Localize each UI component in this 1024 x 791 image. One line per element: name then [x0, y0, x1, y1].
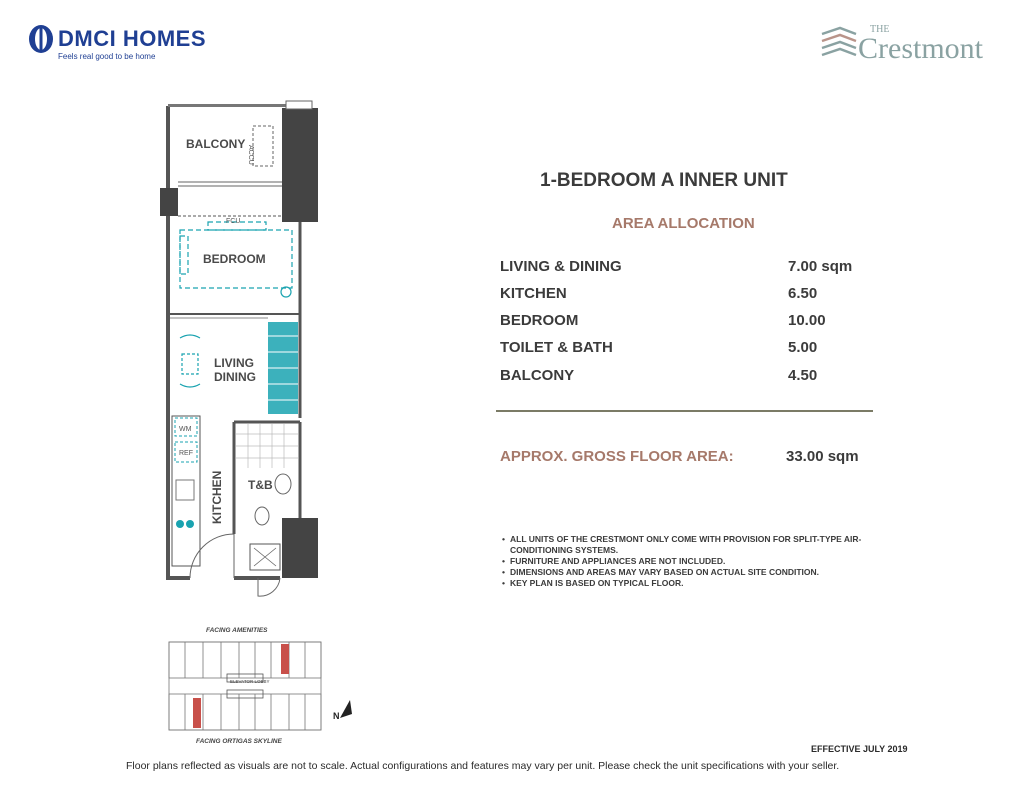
- area-row-value: 7.00 sqm: [788, 258, 853, 275]
- fixture-label-fcu: FCU: [226, 218, 241, 225]
- unit-title: 1-BEDROOM A INNER UNIT: [540, 170, 788, 191]
- project-name: Crestmont: [858, 32, 983, 65]
- area-row-label: BEDROOM: [500, 312, 579, 329]
- column: [282, 108, 318, 222]
- area-row: [500, 312, 880, 334]
- note-item: • DIMENSIONS AND AREAS MAY VARY BASED ON ACTUAL SITE CONDITION.: [502, 567, 922, 578]
- dmci-homes-logo: [28, 24, 218, 64]
- area-row-label: KITCHEN: [500, 285, 567, 302]
- area-row-value: 6.50: [788, 285, 818, 302]
- area-divider: [496, 410, 873, 412]
- key-plan-bottom-label: FACING ORTIGAS SKYLINE: [196, 738, 282, 745]
- brand-name: DMCI HOMES: [58, 26, 206, 51]
- area-allocation-heading: AREA ALLOCATION: [612, 215, 755, 232]
- crestmont-emblem-icon: [820, 24, 858, 62]
- unit-highlight: [281, 644, 289, 674]
- area-row-label: LIVING & DINING: [500, 258, 622, 275]
- key-plan: [165, 636, 325, 736]
- disclaimer: Floor plans reflected as visuals are not to scale. Actual configurations and features may vary per unit. Please check the unit specifications with your seller.: [126, 760, 840, 772]
- area-row: [500, 285, 880, 307]
- area-row: [500, 339, 880, 361]
- room-label-bedroom: BEDROOM: [203, 252, 266, 266]
- room-label-balcony: BALCONY: [186, 137, 246, 151]
- notes-list: [502, 534, 922, 589]
- brand-tagline: Feels real good to be home: [58, 52, 156, 61]
- area-row-label: BALCONY: [500, 367, 575, 384]
- gross-floor-area-label: APPROX. GROSS FLOOR AREA:: [500, 448, 734, 465]
- area-row: [500, 367, 880, 389]
- note-item: • ALL UNITS OF THE CRESTMONT ONLY COME WITH PROVISION FOR SPLIT-TYPE AIR-CONDITIONING SYSTEMS.: [502, 534, 922, 556]
- unit-highlight: [193, 698, 201, 728]
- dmci-emblem-icon: [28, 24, 54, 54]
- area-row-value: 4.50: [788, 367, 818, 384]
- room-label-living: LIVING: [214, 356, 255, 370]
- floor-plan: [150, 96, 330, 606]
- room-label-dining: DINING: [214, 370, 256, 384]
- note-item: • KEY PLAN IS BASED ON TYPICAL FLOOR.: [502, 578, 922, 589]
- room-label-kitchen: KITCHEN: [210, 470, 224, 524]
- north-label: N: [333, 711, 340, 721]
- fixture-label-ref: REF: [179, 450, 193, 457]
- crestmont-logo: [820, 20, 1000, 68]
- fixture-label-wm: WM: [179, 426, 192, 433]
- key-plan-lobby-label: ELEVATOR LOBBY: [230, 679, 270, 684]
- fixture-label-accu: ACCU: [247, 145, 254, 165]
- area-row-label: TOILET & BATH: [500, 339, 613, 356]
- gross-floor-area-value: 33.00 sqm: [786, 448, 859, 465]
- area-row: [500, 258, 880, 280]
- key-plan-top-label: FACING AMENITIES: [206, 627, 268, 634]
- room-label-tb: T&B: [248, 478, 273, 492]
- area-row-value: 10.00: [788, 312, 826, 329]
- area-row-value: 5.00: [788, 339, 818, 356]
- effective-date: EFFECTIVE JULY 2019: [811, 744, 908, 754]
- project-prefix: THE: [870, 24, 890, 35]
- note-item: • FURNITURE AND APPLIANCES ARE NOT INCLUDED.: [502, 556, 922, 567]
